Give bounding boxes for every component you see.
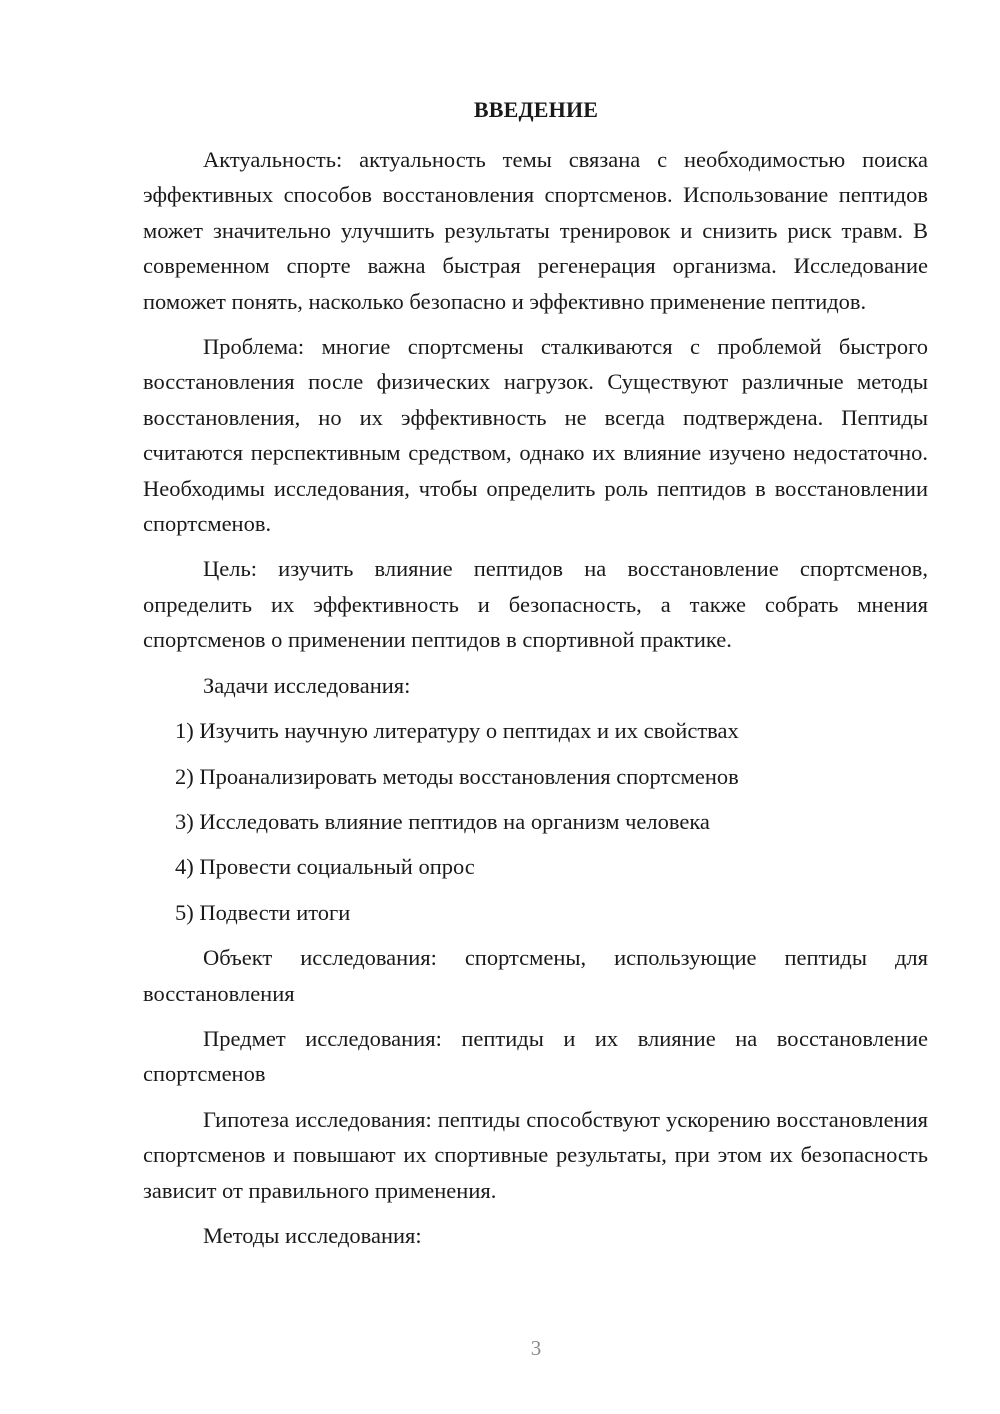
- paragraph-goal: Цель: изучить влияние пептидов на восстановление спортсменов, определить их эффективность и безопасность, а также собрать мнения спортсменов о применении пептидов в спортивной практике.: [143, 556, 928, 653]
- paragraph-object: Объект исследования: спортсмены, использующие пептиды для восстановления: [143, 945, 928, 1006]
- paragraph-tasks-heading: Задачи исследования:: [203, 672, 411, 698]
- paragraph-relevance: Актуальность: актуальность темы связана с необходимостью поиска эффективных способов восстановления спортсменов. Использование пептидов может значительно улучшить результаты тренировок и снизить риск травм. В современном спорте важна быстрая регенерация организма. Исследование поможет понять, насколько безопасно и эффективно применение пептидов.: [143, 147, 928, 314]
- task-item-5: 5) Подвести итоги: [175, 899, 351, 925]
- document-body: [143, 142, 928, 1263]
- task-item-2: 2) Проанализировать методы восстановления спортсменов: [175, 763, 739, 789]
- paragraph-subject: Предмет исследования: пептиды и их влияние на восстановление спортсменов: [143, 1025, 928, 1087]
- task-item-3: 3) Исследовать влияние пептидов на организм человека: [175, 808, 710, 834]
- paragraph-methods-heading: Методы исследования:: [203, 1222, 422, 1248]
- page-number: 3: [530, 1336, 542, 1360]
- page-title: ВВЕДЕНИЕ: [473, 97, 599, 122]
- paragraph-hypothesis: Гипотеза исследования: пептиды способствуют ускорению восстановления спортсменов и повышают их спортивные результаты, при этом их безопасность зависит от правильного применения.: [143, 1106, 928, 1203]
- task-item-4: 4) Провести социальный опрос: [175, 854, 475, 880]
- task-item-1: 1) Изучить научную литературу о пептидах и их свойствах: [175, 718, 739, 744]
- paragraph-problem: Проблема: многие спортсмены сталкиваются с проблемой быстрого восстановления после физических нагрузок. Существуют различные методы восстановления, но их эффективность не всегда подтверждена. Пептиды считаются перспективным средством, однако их влияние изучено недостаточно. Необходимы исследования, чтобы определить роль пептидов в восстановлении спортсменов.: [143, 334, 928, 537]
